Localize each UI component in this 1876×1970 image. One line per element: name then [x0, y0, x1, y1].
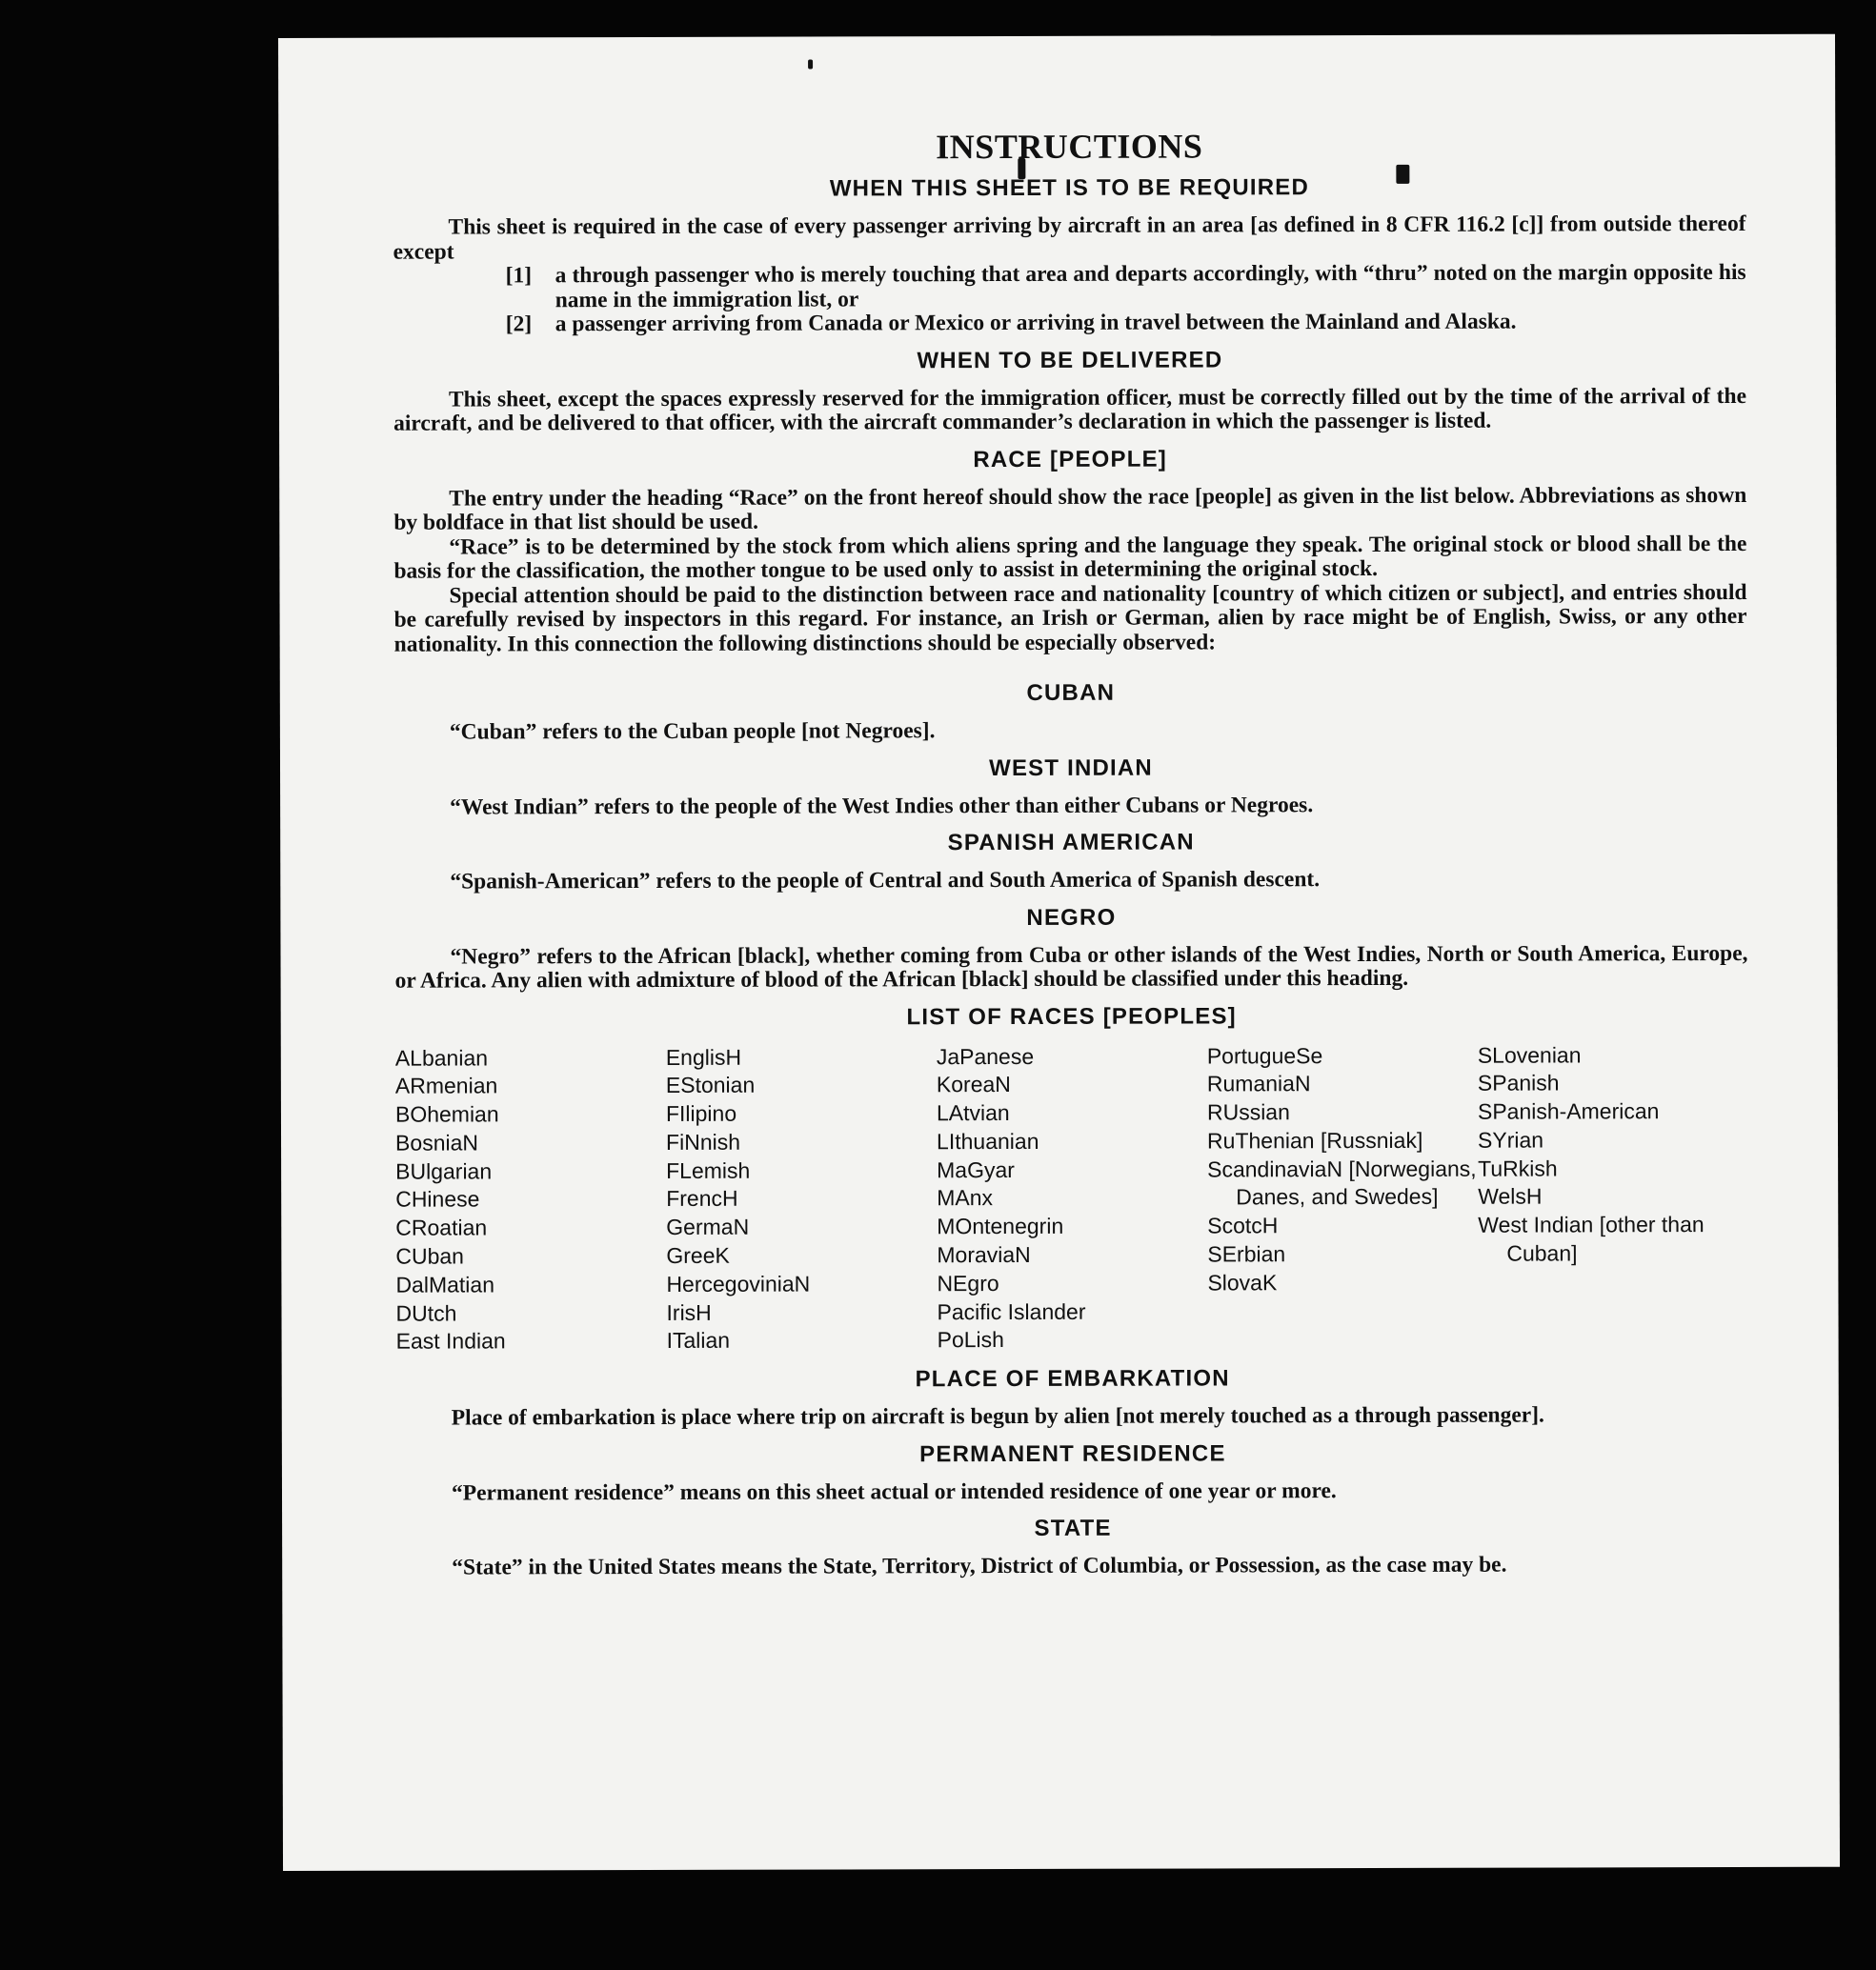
section-heading-west-indian: WEST INDIAN [989, 754, 1153, 781]
race-entry: SYrian [1477, 1127, 1544, 1153]
section-heading-delivered: WHEN TO BE DELIVERED [917, 346, 1223, 373]
race-entry: LIthuanian [937, 1128, 1039, 1155]
race-paragraph-1: The entry under the heading “Race” on the front hereof should show the race [people] as given in the list below. Abbreviations as shown by boldface in that list should be used. [393, 482, 1747, 535]
section-heading-cuban: CUBAN [1026, 679, 1116, 706]
race-entry: JaPanese [936, 1043, 1035, 1069]
required-item-2 [393, 310, 1746, 337]
section-heading-negro: NEGRO [1026, 904, 1117, 931]
race-entry: RumaniaN [1206, 1071, 1311, 1096]
race-paragraph-3: Special attention should be paid to the distinction between race and nationality [country of which citizen or subject], and entries should be carefully revised by inspectors in this regard. For instance, an Irish or German, alien by race might be of English, Swiss, or any other nationality. In this connection the following distinctions should be especially observed: [393, 579, 1747, 657]
race-entry: EStonian [665, 1072, 756, 1098]
race-entry: TuRkish [1478, 1156, 1558, 1181]
spanish-american-text: “Spanish-American” refers to the people of Central and South America of Spanish descent. [450, 867, 1321, 895]
state-text: “State” in the United States means the State, Territory, District of Columbia, or Possession, as the case may be. [452, 1552, 1507, 1580]
race-entry: West Indian [other than Cuban] [1478, 1212, 1705, 1266]
race-entry: SPanish-American [1477, 1098, 1660, 1124]
race-entry: SLovenian [1477, 1041, 1582, 1068]
instructions-body [393, 126, 1749, 1580]
race-entry: LAtvian [936, 1100, 1010, 1126]
section-heading-list-of-races: LIST OF RACES [PEOPLES] [906, 1002, 1237, 1030]
race-entry: EnglisH [665, 1044, 742, 1070]
race-entry: ScandinaviaN [Norwegians, Danes, and Swedes] [1207, 1156, 1477, 1210]
race-entry: RuThenian [Russniak] [1206, 1127, 1423, 1154]
cuban-text: “Cuban” refers to the Cuban people [not Negroes]. [449, 718, 936, 745]
required-item-1 [393, 261, 1746, 313]
delivered-text: This sheet, except the spaces expressly reserved for the immigration officer, must be correctly filled out by the time of the arrival of the aircraft, and be delivered to that officer, with the aircraft commander’s declaration in which the passenger is listed. [393, 383, 1747, 436]
residence-text: “Permanent residence” means on this sheet actual or intended residence of one year or more. [451, 1478, 1337, 1506]
section-heading-embarkation: PLACE OF EMBARKATION [915, 1365, 1230, 1393]
item-number: [2] [505, 312, 533, 337]
race-entry: CUban [395, 1243, 464, 1269]
embarkation-text: Place of embarkation is place where trip on aircraft is begun by alien [not merely touched as a through passenger]. [451, 1402, 1544, 1431]
item-text: a passenger arriving from Canada or Mexico or arriving in travel between the Mainland and Alaska. [555, 309, 1517, 337]
races-column-4 [1207, 1041, 1479, 1355]
race-entry: DalMatian [395, 1272, 495, 1297]
race-entry: NEgro [937, 1270, 999, 1297]
races-column-1 [395, 1043, 667, 1357]
race-entry: IrisH [666, 1299, 712, 1325]
race-entry: CRoatian [395, 1215, 488, 1240]
race-entry: BUlgarian [395, 1158, 493, 1184]
race-entry: HercegoviniaN [666, 1271, 811, 1297]
races-column-3 [937, 1042, 1208, 1356]
race-entry: FrencH [666, 1186, 738, 1212]
ink-mark [808, 60, 813, 70]
race-entry: MaGyar [937, 1156, 1015, 1182]
negro-text: “Negro” refers to the African [black], whether coming from Cuba or other islands of the West Indies, North or South America, Europe, or Africa. Any alien with admixture of blood of the African [black] should be classified under this heading. [394, 940, 1748, 994]
race-entry: BosniaN [395, 1130, 479, 1156]
race-entry: ScotcH [1207, 1213, 1279, 1238]
west-indian-text: “West Indian” refers to the people of the West Indies other than either Cubans or Negroes. [450, 792, 1314, 820]
required-intro: This sheet is required in the case of every passenger arriving by aircraft in an area [as defined in 8 CFR 116.2 [c]] from outside thereof except [393, 211, 1746, 265]
race-entry: SPanish [1477, 1070, 1560, 1096]
race-entry: CHinese [395, 1186, 480, 1213]
race-entry: GreeK [666, 1242, 730, 1269]
race-entry: KoreaN [936, 1072, 1011, 1097]
race-entry: BOhemian [394, 1101, 499, 1127]
race-entry: ITalian [666, 1328, 731, 1354]
races-column-2 [666, 1043, 938, 1357]
section-heading-race: RACE [PEOPLE] [973, 446, 1168, 472]
race-entry: FIlipino [665, 1100, 737, 1127]
race-entry: ALbanian [394, 1044, 489, 1071]
race-entry: MAnx [937, 1185, 994, 1211]
race-entry: MOntenegrin [937, 1214, 1064, 1239]
section-heading-state: STATE [1034, 1515, 1112, 1542]
page-title: INSTRUCTIONS [936, 127, 1203, 167]
race-entry: DUtch [395, 1300, 457, 1326]
race-entry: PortugueSe [1206, 1042, 1323, 1068]
race-entry: PoLish [937, 1327, 1004, 1353]
race-paragraph-2: “Race” is to be determined by the stock from which aliens spring and the language they speak. The original stock or blood shall be the basis for the classification, the mother tongue to be used only to assist in determining the original stock. [393, 531, 1747, 584]
race-entry: GermaN [666, 1214, 750, 1240]
item-number: [1] [505, 263, 533, 289]
races-list [395, 1040, 1749, 1356]
race-entry: Pacific Islander [937, 1298, 1086, 1324]
race-entry: East Indian [395, 1328, 506, 1355]
item-text: a through passenger who is merely touching that area and departs accordingly, with “thru” noted on the margin opposite his name in the immigration list, or [555, 259, 1746, 312]
race-entry: SErbian [1207, 1241, 1286, 1267]
section-heading-residence: PERMANENT RESIDENCE [919, 1440, 1226, 1468]
document-sheet [278, 34, 1840, 1871]
race-entry: WelsH [1478, 1184, 1543, 1210]
section-heading-required: WHEN THIS SHEET IS TO BE REQUIRED [829, 174, 1310, 202]
race-entry: ARmenian [394, 1073, 498, 1098]
race-entry: SlovaK [1207, 1270, 1278, 1296]
section-heading-spanish-american: SPANISH AMERICAN [947, 829, 1195, 856]
race-entry: MoraviaN [937, 1242, 1031, 1268]
race-entry: FLemish [666, 1157, 751, 1183]
race-entry: FiNnish [666, 1129, 741, 1155]
race-entry: RUssian [1206, 1099, 1290, 1125]
races-column-5 [1478, 1040, 1749, 1354]
